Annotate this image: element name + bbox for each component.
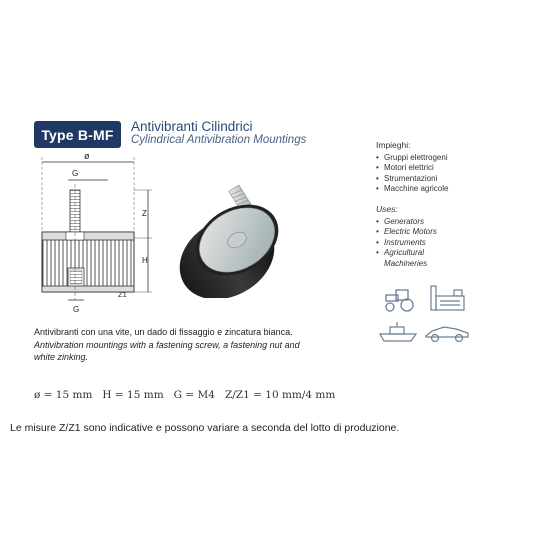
- impieghi-heading: Impieghi:: [376, 140, 411, 150]
- description-italian: Antivibranti con una vite, un dado di fissaggio e zincatura bianca.: [34, 327, 293, 337]
- uses-item: • Instruments: [376, 238, 466, 249]
- impieghi-item: • Macchine agricole: [376, 184, 448, 195]
- g-label: G: [72, 169, 79, 178]
- car-icon: [424, 323, 470, 343]
- impieghi-list: [376, 140, 448, 195]
- z-label: Z: [142, 209, 147, 218]
- diameter-label: ø: [84, 151, 90, 161]
- description-english: Antivibration mountings with a fastening screw, a fastening nut and white zinking.: [34, 340, 300, 362]
- rubber-body: [42, 232, 134, 292]
- specs-line: ø = 15 mm H = 15 mm G = M4 Z/Z1 = 10 mm/4 mm: [34, 389, 336, 401]
- uses-item: • Agricultural Machineries: [376, 248, 466, 269]
- uses-list: [376, 204, 466, 269]
- tractor-icon: [380, 287, 420, 313]
- g-bottom-label: G: [73, 305, 80, 314]
- boat-icon: [378, 320, 418, 344]
- title-english: Cylindrical Antivibration Mountings: [131, 134, 307, 146]
- production-note: Le misure Z/Z1 sono indicative e possono variare a seconda del lotto di produzione.: [10, 422, 400, 434]
- impieghi-item: • Motori elettrici: [376, 163, 448, 174]
- product-photo: [165, 168, 305, 298]
- title-italian: Antivibranti Cilindrici: [131, 119, 253, 134]
- h-label: H: [142, 256, 148, 265]
- factory-icon: [428, 284, 468, 314]
- z1-label: Z1: [118, 290, 127, 299]
- impieghi-item: • Strumentazioni: [376, 174, 448, 185]
- uses-heading: Uses:: [376, 204, 398, 214]
- impieghi-item: • Gruppi elettrogeni: [376, 153, 448, 164]
- type-badge: Type B-MF: [34, 121, 121, 148]
- uses-item: • Generators: [376, 217, 466, 228]
- technical-drawing: [30, 150, 170, 320]
- uses-item: • Electric Motors: [376, 227, 466, 238]
